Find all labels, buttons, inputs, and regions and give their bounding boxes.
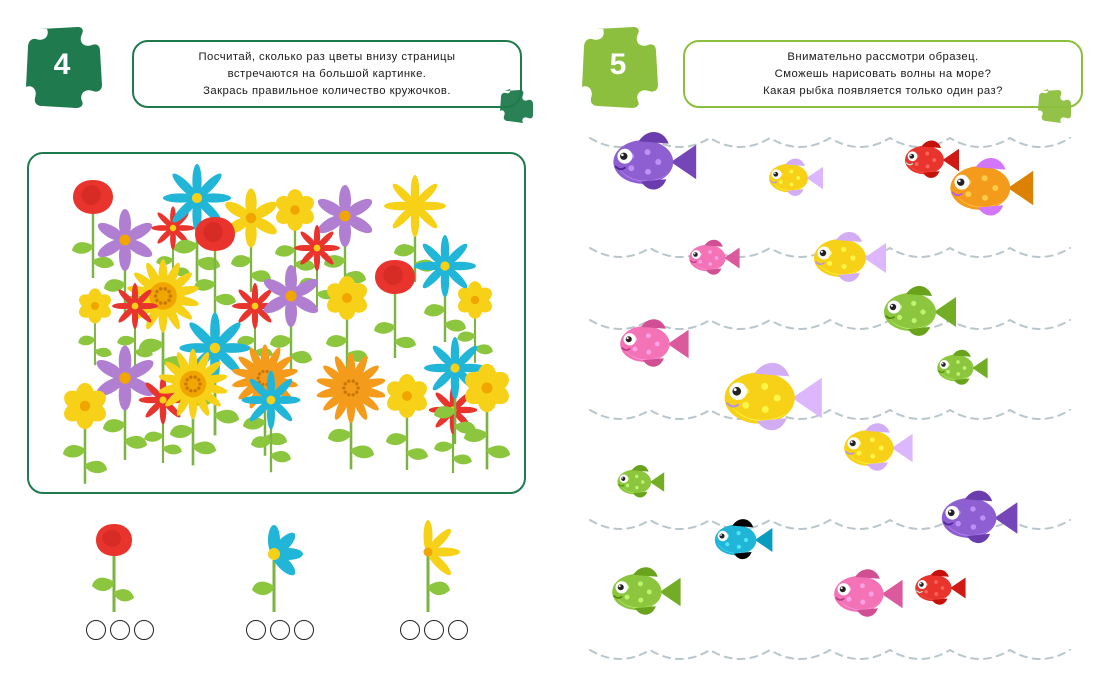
fish xyxy=(884,286,956,336)
fish xyxy=(814,232,886,282)
fish xyxy=(613,132,696,189)
answer-circle[interactable] xyxy=(400,620,420,640)
answer-circle[interactable] xyxy=(424,620,444,640)
red-rose-flower-icon xyxy=(78,520,150,616)
flower-round xyxy=(61,383,110,484)
fish xyxy=(620,319,688,366)
task-4-number: 4 xyxy=(53,48,71,81)
wave-guide-line xyxy=(590,520,1070,529)
answer-circle[interactable] xyxy=(294,620,314,640)
flower-round xyxy=(273,189,317,280)
legend-item-yellow-star xyxy=(392,520,472,650)
answer-circle[interactable] xyxy=(110,620,130,640)
task-5-line-1: Внимательно рассмотри образец. xyxy=(787,50,979,63)
flower-sun xyxy=(316,353,387,470)
fish xyxy=(834,569,902,616)
yellow-star-flower-icon xyxy=(392,520,464,616)
fish xyxy=(915,570,965,605)
flower-field-canvas xyxy=(29,154,520,488)
fish xyxy=(937,350,987,385)
fish xyxy=(715,519,773,559)
legend-item-blue-daisy xyxy=(238,520,318,650)
task-5-line-2: Сможешь нарисовать волны на море? xyxy=(774,67,992,80)
task-4-line-1: Посчитай, сколько раз цветы внизу страницы xyxy=(198,50,456,63)
task-4-text-band xyxy=(132,40,522,108)
fish xyxy=(844,423,912,470)
fish xyxy=(942,491,1018,543)
task-4-mini-puzzle-icon xyxy=(500,88,530,118)
answer-circle[interactable] xyxy=(134,620,154,640)
fish xyxy=(617,465,664,497)
fish xyxy=(950,158,1033,215)
answer-circle[interactable] xyxy=(448,620,468,640)
answer-circle[interactable] xyxy=(270,620,290,640)
fish xyxy=(769,158,823,195)
flower-round xyxy=(76,288,113,365)
fish xyxy=(725,363,822,430)
answer-circle[interactable] xyxy=(86,620,106,640)
flower-field-picture xyxy=(27,152,526,494)
fish xyxy=(689,240,739,275)
blue-daisy-flower-icon xyxy=(238,520,310,616)
legend-item-red-rose xyxy=(78,520,158,650)
flower-round xyxy=(384,374,431,470)
flower-rose xyxy=(374,260,416,358)
task-5-puzzle-badge xyxy=(578,22,664,108)
task-5-mini-puzzle-icon xyxy=(1038,88,1068,118)
task-5-number: 5 xyxy=(609,48,627,81)
answer-circle[interactable] xyxy=(246,620,266,640)
wave-guide-line xyxy=(590,410,1070,419)
legend-circles-yellow[interactable] xyxy=(400,620,468,640)
fish-scene-canvas xyxy=(580,120,1080,680)
task-4-puzzle-badge xyxy=(22,22,108,108)
task-4-line-2: встречаются на большой картинке. xyxy=(227,67,427,80)
flower-round xyxy=(461,364,512,470)
legend-circles-blue[interactable] xyxy=(246,620,314,640)
task-4-line-3: Закрась правильное количество кружочков. xyxy=(203,84,451,97)
wave-guide-line xyxy=(590,650,1070,659)
legend-circles-red[interactable] xyxy=(86,620,154,640)
task-5-text-band xyxy=(683,40,1083,108)
task-4-header xyxy=(22,22,522,118)
fish xyxy=(612,567,680,614)
task-5-line-3: Какая рыбка появляется только один раз? xyxy=(763,84,1003,97)
task-5-header xyxy=(578,22,1078,118)
